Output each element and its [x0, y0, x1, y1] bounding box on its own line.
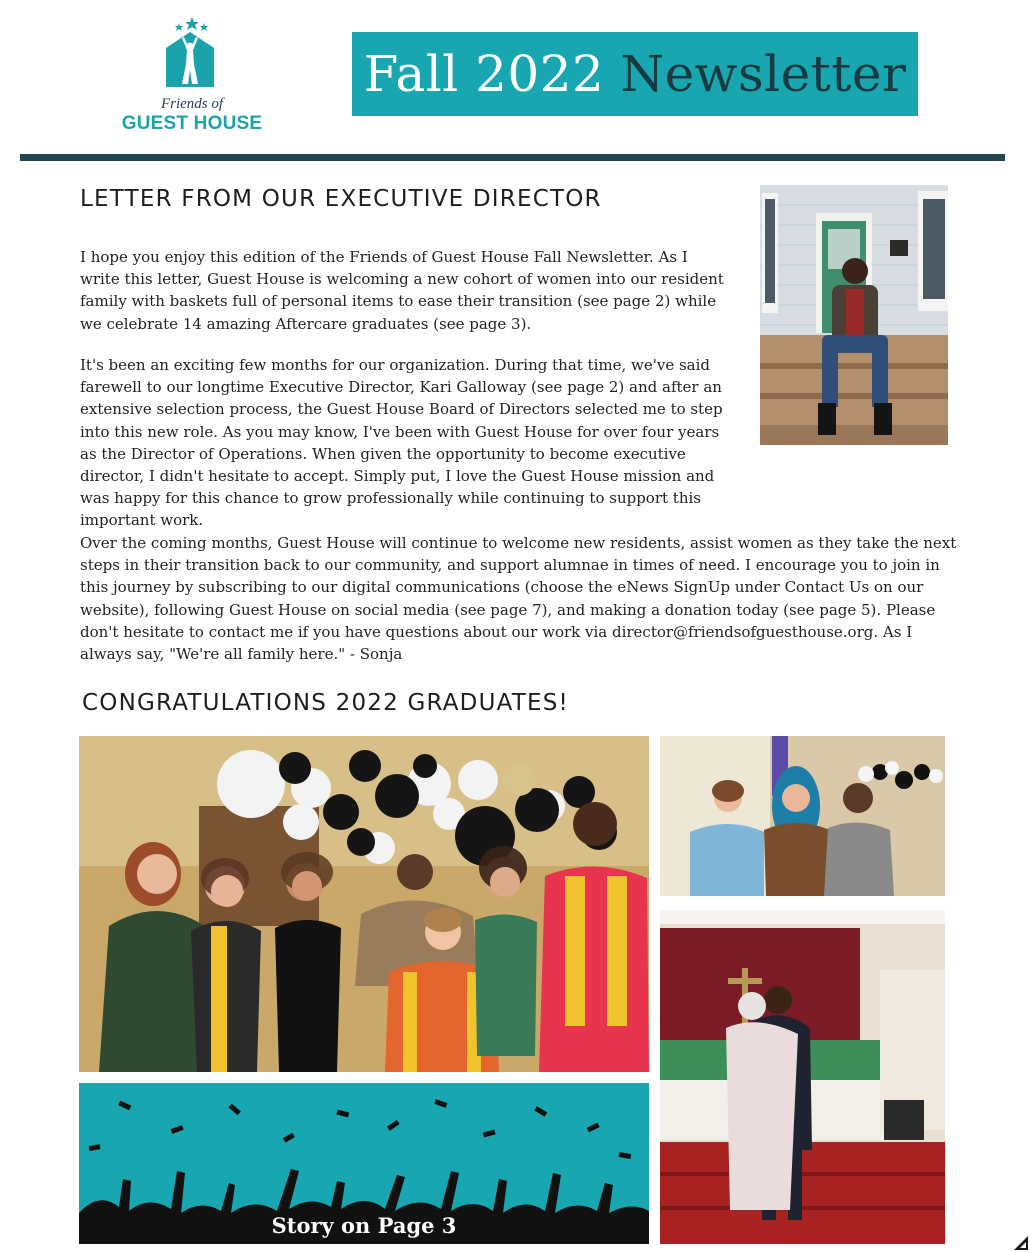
- logo-friends-text: Friends of: [160, 96, 224, 112]
- letter-paragraph-2: It's been an exciting few months for our organization. During that time, we've said farewell to our longtime Executive Director, Kari Galloway (see page 2) and after an extensive selection process, the Guest House Board of Directors selected me to step into this new role. As you may know, I've been with Guest House for over four years as the Director of Operations. When given the opportunity to become executive director, I didn't hesitate to accept. Simply put, I love the Guest House mission and was happy for this chance to grow professionally while continuing to support this important work.: [80, 356, 723, 530]
- letter-paragraph-3: Over the coming months, Guest House will continue to welcome new residents, assist women as they take the next steps in their transition back to our community, and support alumnae in times of need. I encourage you to join in this journey by subscribing to our digital communications (choose the eNews SignUp under Contact Us on our website), following Guest House on social media (see page 7), and making a donation today (see page 5). Please don't hesitate to contact me if you have questions about our work via director@friendsofguesthouse.org. As I always say, "We're all family here." - Sonja: [80, 534, 957, 664]
- story-on-page-3-banner: [79, 1083, 649, 1244]
- letter-paragraph-1: I hope you enjoy this edition of the Friends of Guest House Fall Newsletter. As I write this letter, Guest House is welcoming a new cohort of women into our resident family with baskets full of personal items to ease their transition (see page 2) while we celebrate 14 amazing Aftercare graduates (see page 3).: [80, 248, 724, 333]
- resize-grip-icon[interactable]: [1014, 1236, 1028, 1250]
- executive-director-photo: [760, 185, 948, 445]
- graduates-group-photo: [79, 736, 649, 1072]
- graduates-heading: CONGRATULATIONS 2022 GRADUATES!: [82, 690, 569, 716]
- newsletter-title-banner: [352, 32, 918, 116]
- house-star-logo-icon: [112, 14, 272, 94]
- logo-guest-house-text: GUEST HOUSE: [121, 113, 263, 134]
- letter-heading: LETTER FROM OUR EXECUTIVE DIRECTOR: [80, 186, 602, 212]
- story-on-page-3-label: Story on Page 3: [271, 1213, 457, 1238]
- title-season: Fall 2022: [363, 45, 605, 103]
- three-women-photo: [660, 736, 945, 896]
- friends-of-guest-house-logo: [112, 14, 272, 139]
- graduates-hugging-photo: [660, 910, 945, 1244]
- header-divider: [20, 154, 1005, 161]
- title-newsletter: Newsletter: [620, 45, 907, 103]
